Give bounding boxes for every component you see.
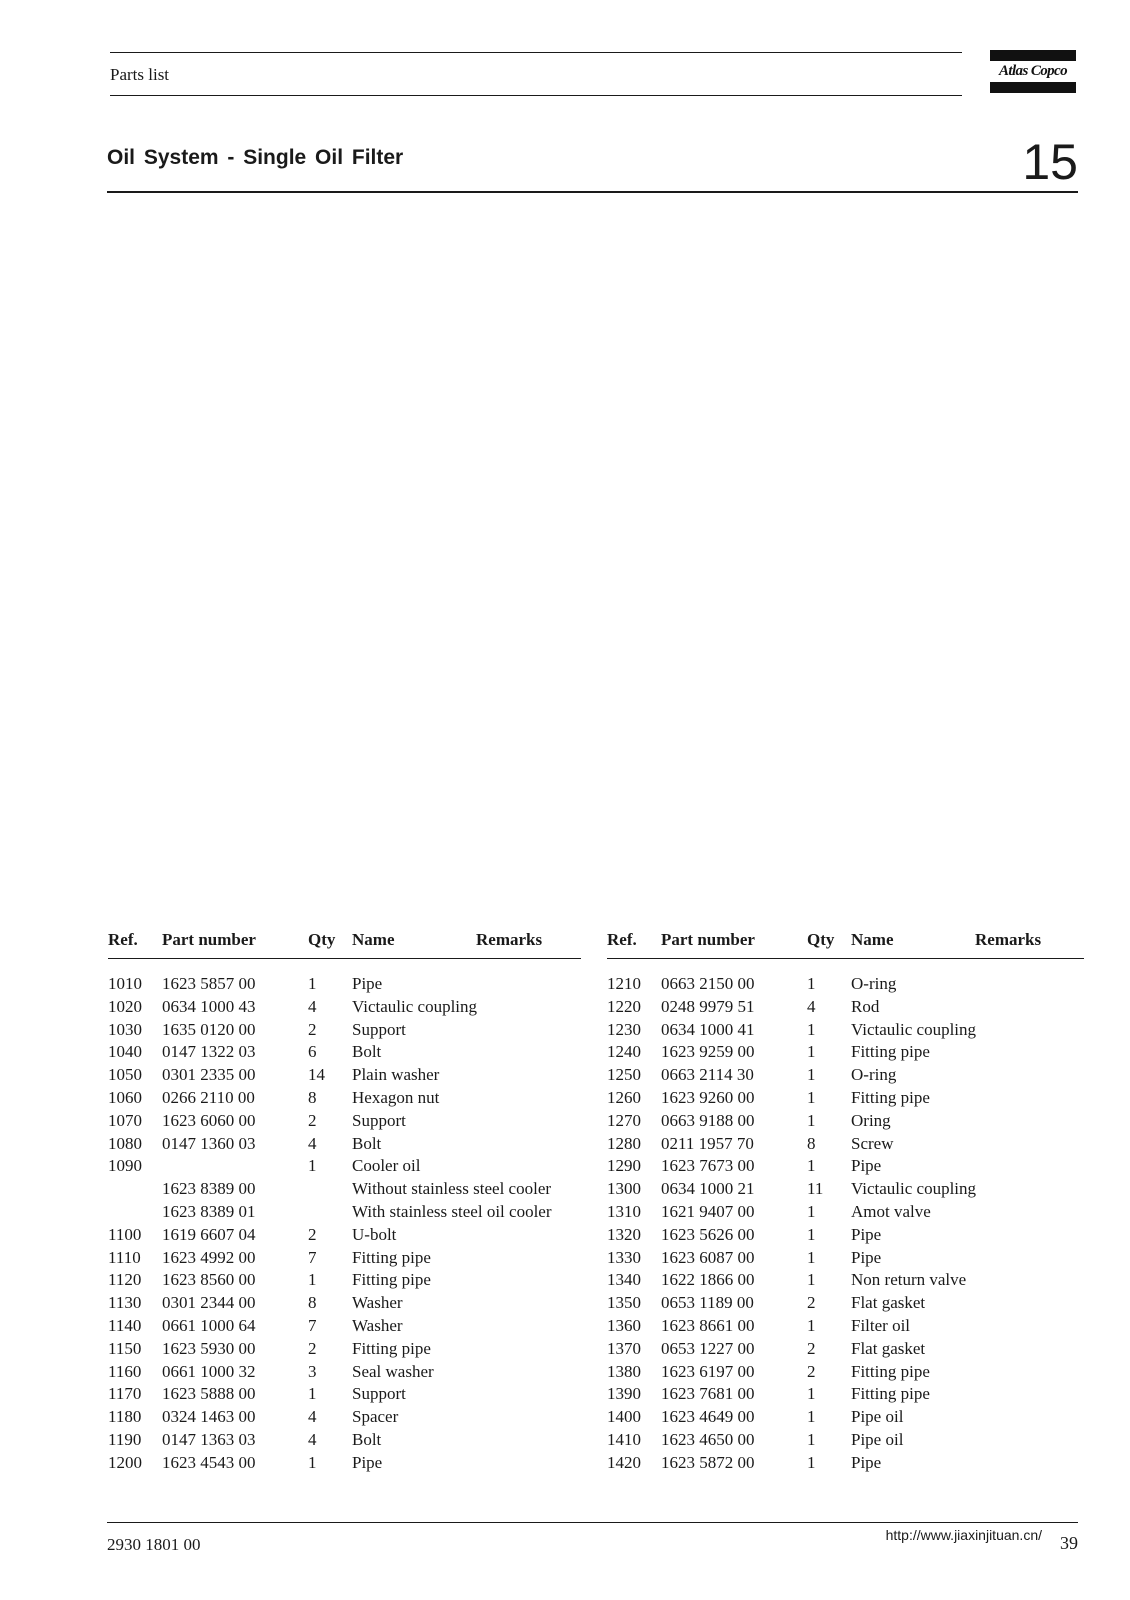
row-ref: 1120	[108, 1270, 142, 1290]
table-row	[607, 996, 1084, 1019]
brand-logo	[990, 50, 1076, 93]
row-name: Amot valve	[851, 1201, 931, 1221]
row-ref: 1420	[607, 1452, 641, 1472]
row-ref: 1210	[607, 974, 641, 993]
page-number: 39	[1060, 1533, 1078, 1553]
row-qty: 7	[308, 1315, 317, 1335]
table-row	[108, 1269, 581, 1292]
row-part-number: 1623 5857 00	[162, 974, 256, 993]
col-ref-header: Ref.	[607, 930, 637, 949]
row-name: Fitting pipe	[352, 1270, 431, 1290]
row-qty: 1	[807, 974, 816, 993]
row-part-number: 0634 1000 41	[661, 1019, 755, 1039]
row-qty: 1	[807, 1065, 816, 1085]
section-number: 15	[1022, 134, 1078, 190]
section-label: Parts list	[110, 65, 170, 84]
table-row	[607, 1133, 1084, 1156]
row-qty: 7	[308, 1247, 317, 1267]
row-qty: 4	[308, 1429, 317, 1449]
row-qty: 1	[807, 1042, 816, 1062]
parts-table-right	[607, 930, 1084, 1475]
table-header	[607, 930, 1084, 958]
row-name: Fitting pipe	[352, 1247, 431, 1267]
row-qty: 1	[807, 1110, 816, 1130]
row-qty: 8	[308, 1293, 317, 1313]
row-qty: 11	[807, 1179, 824, 1199]
col-remarks-header: Remarks	[476, 930, 543, 949]
row-name: Bolt	[352, 1429, 382, 1449]
table-row	[108, 973, 581, 996]
table-row	[108, 1019, 581, 1042]
row-qty: 1	[308, 1156, 317, 1176]
row-qty: 4	[308, 996, 317, 1016]
row-ref: 1280	[607, 1133, 641, 1153]
row-name: Rod	[851, 996, 880, 1016]
row-ref: 1030	[108, 1019, 142, 1039]
table-row	[607, 1361, 1084, 1384]
row-part-number: 1623 9260 00	[661, 1087, 755, 1107]
title-rule	[107, 191, 1078, 193]
row-name: Washer	[352, 1315, 403, 1335]
row-part-number: 0147 1360 03	[162, 1133, 256, 1153]
row-part-number: 0301 2335 00	[162, 1065, 256, 1085]
row-ref: 1040	[108, 1042, 142, 1062]
row-ref: 1160	[108, 1361, 142, 1381]
row-qty: 1	[807, 1452, 816, 1472]
table-row	[607, 1315, 1084, 1338]
col-remarks-header: Remarks	[975, 930, 1042, 949]
row-qty: 8	[308, 1087, 317, 1107]
row-name: Victaulic coupling	[851, 1179, 977, 1199]
row-ref: 1240	[607, 1042, 641, 1062]
row-qty: 2	[807, 1361, 816, 1381]
row-name: Fitting pipe	[352, 1338, 431, 1358]
row-qty: 1	[807, 1247, 816, 1267]
row-qty: 1	[807, 1224, 816, 1244]
row-qty: 1	[807, 1201, 816, 1221]
row-part-number: 0147 1363 03	[162, 1429, 256, 1449]
header-top-rule	[110, 52, 962, 53]
row-qty: 1	[807, 1315, 816, 1335]
row-ref: 1150	[108, 1338, 142, 1358]
row-name: Filter oil	[851, 1315, 911, 1335]
table-row	[108, 1361, 581, 1384]
logo-wordmark: Atlas Copco	[999, 63, 1067, 79]
row-ref: 1080	[108, 1133, 142, 1153]
table-row	[108, 1110, 581, 1133]
row-qty: 1	[807, 1019, 816, 1039]
row-ref: 1070	[108, 1110, 142, 1130]
row-part-number: 1623 8389 00	[162, 1179, 256, 1199]
row-part-number: 0301 2344 00	[162, 1293, 256, 1313]
table-row	[607, 1292, 1084, 1315]
row-name: Cooler oil	[352, 1156, 421, 1176]
table-row	[108, 1178, 581, 1201]
row-name: Support	[352, 1110, 406, 1130]
row-part-number: 0324 1463 00	[162, 1407, 256, 1427]
row-ref: 1320	[607, 1224, 641, 1244]
row-name: Plain washer	[352, 1065, 440, 1085]
row-qty: 1	[807, 1384, 816, 1404]
row-part-number: 1623 5888 00	[162, 1384, 256, 1404]
row-ref: 1190	[108, 1429, 142, 1449]
header-bottom-rule	[110, 95, 962, 96]
table-rows	[108, 973, 581, 1475]
row-name: Pipe	[352, 1452, 383, 1472]
table-row	[108, 1452, 581, 1475]
row-ref: 1360	[607, 1315, 641, 1335]
row-part-number: 0663 2150 00	[661, 974, 755, 993]
row-part-number: 0266 2110 00	[162, 1087, 255, 1107]
col-qty-header: Qty	[308, 930, 336, 949]
row-ref: 1130	[108, 1293, 142, 1313]
row-part-number: 0653 1189 00	[661, 1293, 754, 1313]
row-name: Screw	[851, 1133, 894, 1153]
row-part-number: 1623 7673 00	[661, 1156, 755, 1176]
row-part-number: 1623 8560 00	[162, 1270, 256, 1290]
row-ref: 1290	[607, 1156, 641, 1176]
row-name: Without stainless steel cooler	[352, 1179, 552, 1199]
row-part-number: 1623 4650 00	[661, 1429, 755, 1449]
row-name: Flat gasket	[851, 1338, 926, 1358]
row-part-number: 1623 4649 00	[661, 1407, 755, 1427]
row-part-number: 0634 1000 43	[162, 996, 256, 1016]
row-name: Non return valve	[851, 1270, 967, 1290]
row-ref: 1180	[108, 1407, 142, 1427]
row-part-number: 1623 6060 00	[162, 1110, 256, 1130]
table-row	[607, 1224, 1084, 1247]
row-qty: 3	[308, 1361, 317, 1381]
row-qty: 1	[807, 1087, 816, 1107]
row-qty: 1	[807, 1156, 816, 1176]
logo-bar-bottom	[990, 82, 1076, 93]
row-qty: 1	[807, 1270, 816, 1290]
row-ref: 1390	[607, 1384, 641, 1404]
row-name: O-ring	[851, 1065, 897, 1085]
table-row	[607, 1406, 1084, 1429]
row-qty: 4	[308, 1133, 317, 1153]
table-row	[108, 1201, 581, 1224]
row-part-number: 1622 1866 00	[661, 1270, 755, 1290]
table-row	[108, 1133, 581, 1156]
row-part-number: 0663 9188 00	[661, 1110, 755, 1130]
row-part-number: 1623 5930 00	[162, 1338, 256, 1358]
row-qty: 1	[308, 1452, 317, 1472]
row-qty: 2	[308, 1019, 317, 1039]
row-qty: 1	[308, 1270, 317, 1290]
row-qty: 1	[807, 1407, 816, 1427]
table-row	[108, 1406, 581, 1429]
table-row	[108, 1247, 581, 1270]
row-ref: 1270	[607, 1110, 641, 1130]
row-ref: 1300	[607, 1179, 641, 1199]
row-name: Pipe	[352, 974, 383, 993]
row-name: Pipe	[851, 1156, 882, 1176]
row-part-number: 0211 1957 70	[661, 1133, 754, 1153]
row-part-number: 1623 5872 00	[661, 1452, 755, 1472]
row-qty: 2	[308, 1338, 317, 1358]
table-row	[108, 1429, 581, 1452]
row-ref: 1050	[108, 1065, 142, 1085]
row-part-number: 1623 9259 00	[661, 1042, 755, 1062]
row-name: Support	[352, 1384, 406, 1404]
footer-rule	[107, 1522, 1078, 1523]
row-ref: 1110	[108, 1247, 141, 1267]
row-ref: 1310	[607, 1201, 641, 1221]
row-qty: 1	[308, 1384, 317, 1404]
table-row	[108, 1155, 581, 1178]
row-name: Flat gasket	[851, 1293, 926, 1313]
table-row	[607, 1201, 1084, 1224]
row-name: Fitting pipe	[851, 1384, 930, 1404]
row-qty: 2	[807, 1338, 816, 1358]
row-part-number: 1623 4543 00	[162, 1452, 256, 1472]
row-qty: 1	[308, 974, 317, 993]
row-part-number: 1623 7681 00	[661, 1384, 755, 1404]
row-ref: 1340	[607, 1270, 641, 1290]
table-row	[108, 1315, 581, 1338]
row-name: Fitting pipe	[851, 1087, 930, 1107]
table-row	[108, 996, 581, 1019]
row-name: Pipe	[851, 1452, 882, 1472]
row-part-number: 1623 6087 00	[661, 1247, 755, 1267]
diagram-area	[107, 200, 1079, 900]
row-name: With stainless steel oil cooler	[352, 1201, 552, 1221]
logo-bar-top	[990, 50, 1076, 61]
row-part-number: 0634 1000 21	[661, 1179, 755, 1199]
row-name: Fitting pipe	[851, 1042, 930, 1062]
row-part-number: 0147 1322 03	[162, 1042, 256, 1062]
table-row	[108, 1224, 581, 1247]
table-row	[108, 1041, 581, 1064]
row-name: Bolt	[352, 1133, 382, 1153]
row-qty: 2	[308, 1110, 317, 1130]
row-ref: 1250	[607, 1065, 641, 1085]
table-row	[607, 973, 1084, 996]
row-ref: 1170	[108, 1384, 142, 1404]
col-part-number-header: Part number	[162, 930, 256, 949]
row-ref: 1380	[607, 1361, 641, 1381]
row-ref: 1400	[607, 1407, 641, 1427]
row-part-number: 0661 1000 64	[162, 1315, 256, 1335]
document-number: 2930 1801 00	[107, 1535, 201, 1554]
table-header-rule	[108, 958, 581, 959]
table-row	[607, 1110, 1084, 1133]
table-row	[607, 1087, 1084, 1110]
row-name: Bolt	[352, 1042, 382, 1062]
row-ref: 1230	[607, 1019, 641, 1039]
table-header-rule	[607, 958, 1084, 959]
row-part-number: 0663 2114 30	[661, 1065, 754, 1085]
row-name: Pipe	[851, 1247, 882, 1267]
row-part-number: 1635 0120 00	[162, 1019, 256, 1039]
row-ref: 1220	[607, 996, 641, 1016]
table-row	[607, 1429, 1084, 1452]
row-ref: 1350	[607, 1293, 641, 1313]
row-name: Fitting pipe	[851, 1361, 930, 1381]
row-ref: 1370	[607, 1338, 641, 1358]
table-row	[607, 1452, 1084, 1475]
row-name: Pipe oil	[851, 1429, 904, 1449]
row-name: Oring	[851, 1110, 891, 1130]
table-row	[607, 1178, 1084, 1201]
row-ref: 1330	[607, 1247, 641, 1267]
row-part-number: 1619 6607 04	[162, 1224, 256, 1244]
row-name: Victaulic coupling	[851, 1019, 977, 1039]
col-name-header: Name	[851, 930, 894, 949]
row-part-number: 1623 6197 00	[661, 1361, 755, 1381]
row-name: Hexagon nut	[352, 1087, 440, 1107]
table-row	[607, 1247, 1084, 1270]
table-row	[108, 1292, 581, 1315]
table-row	[607, 1338, 1084, 1361]
footer-url-link[interactable]: http://www.jiaxinjituan.cn/	[885, 1527, 1042, 1543]
row-part-number: 0661 1000 32	[162, 1361, 256, 1381]
row-ref: 1140	[108, 1315, 142, 1335]
row-ref: 1260	[607, 1087, 641, 1107]
row-qty: 6	[308, 1042, 317, 1062]
row-name: Pipe	[851, 1224, 882, 1244]
table-header	[108, 930, 581, 958]
col-name-header: Name	[352, 930, 395, 949]
row-qty: 4	[807, 996, 816, 1016]
row-name: Victaulic coupling	[352, 996, 478, 1016]
row-qty: 2	[807, 1293, 816, 1313]
row-ref: 1200	[108, 1452, 142, 1472]
table-row	[607, 1041, 1084, 1064]
row-ref: 1020	[108, 996, 142, 1016]
table-row	[607, 1383, 1084, 1406]
row-ref: 1090	[108, 1156, 142, 1176]
row-part-number: 0248 9979 51	[661, 996, 755, 1016]
row-part-number: 0653 1227 00	[661, 1338, 755, 1358]
page-title: Oil System - Single Oil Filter	[107, 146, 404, 169]
row-qty: 14	[308, 1065, 325, 1085]
row-part-number: 1623 5626 00	[661, 1224, 755, 1244]
table-row	[607, 1064, 1084, 1087]
table-rows	[607, 973, 1084, 1475]
row-ref: 1100	[108, 1224, 142, 1244]
table-row	[108, 1087, 581, 1110]
row-name: Spacer	[352, 1407, 399, 1427]
col-part-number-header: Part number	[661, 930, 755, 949]
col-qty-header: Qty	[807, 930, 835, 949]
table-row	[108, 1064, 581, 1087]
row-name: O-ring	[851, 974, 897, 993]
row-name: U-bolt	[352, 1224, 397, 1244]
row-ref: 1010	[108, 974, 142, 993]
col-ref-header: Ref.	[108, 930, 138, 949]
table-row	[607, 1019, 1084, 1042]
table-row	[108, 1383, 581, 1406]
row-part-number: 1623 8661 00	[661, 1315, 755, 1335]
row-qty: 8	[807, 1133, 816, 1153]
row-qty: 4	[308, 1407, 317, 1427]
row-name: Washer	[352, 1293, 403, 1313]
table-row	[607, 1155, 1084, 1178]
row-ref: 1410	[607, 1429, 641, 1449]
row-name: Seal washer	[352, 1361, 434, 1381]
row-part-number: 1623 8389 01	[162, 1201, 256, 1221]
table-row	[108, 1338, 581, 1361]
parts-table-left	[108, 930, 581, 1475]
row-name: Support	[352, 1019, 406, 1039]
table-row	[607, 1269, 1084, 1292]
row-part-number: 1623 4992 00	[162, 1247, 256, 1267]
row-part-number: 1621 9407 00	[661, 1201, 755, 1221]
row-qty: 1	[807, 1429, 816, 1449]
row-ref: 1060	[108, 1087, 142, 1107]
row-name: Pipe oil	[851, 1407, 904, 1427]
row-qty: 2	[308, 1224, 317, 1244]
